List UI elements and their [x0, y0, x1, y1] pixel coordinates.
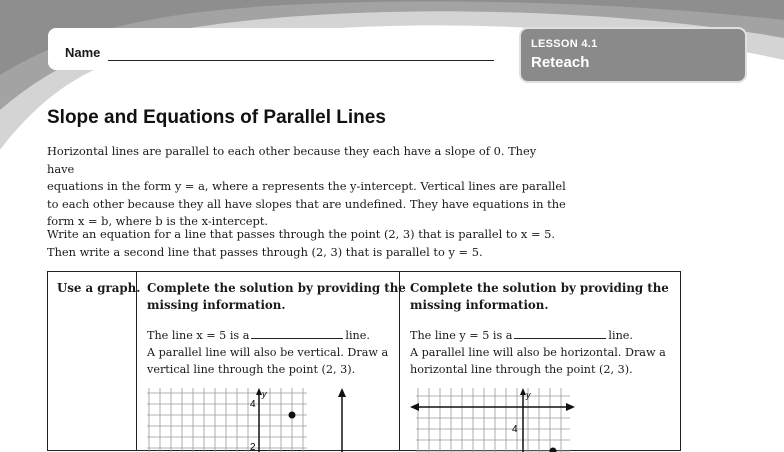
- column-divider: [399, 272, 400, 450]
- lesson-badge: [519, 27, 747, 83]
- solution-line: A parallel line will also be vertical. Draw a: [147, 344, 388, 361]
- task-paragraph: [47, 226, 567, 261]
- column-header-line: missing information.: [410, 297, 549, 314]
- sentence-end: line.: [608, 329, 633, 342]
- intro-paragraph: [47, 143, 567, 231]
- solution-table: [47, 271, 681, 451]
- column-header-line: Complete the solution by providing the: [147, 280, 406, 297]
- sentence-end: line.: [345, 329, 370, 342]
- lesson-type: Reteach: [531, 54, 589, 71]
- column-header-line: Complete the solution by providing the: [410, 280, 669, 297]
- column-header-line: missing information.: [147, 297, 286, 314]
- vertical-line-x5: [332, 388, 352, 452]
- lesson-number: LESSON 4.1: [531, 38, 598, 50]
- intro-line: to each other because they all have slopes that are undefined. They have equations in the: [47, 196, 567, 214]
- intro-line: Horizontal lines are parallel to each other because they each have a slope of 0. They have: [47, 143, 567, 178]
- solution-sentence: [147, 327, 370, 344]
- sentence-start: The line x = 5 is a: [147, 329, 249, 342]
- point-2-3: [550, 448, 557, 452]
- page-title: Slope and Equations of Parallel Lines: [47, 107, 386, 129]
- vertical-line-graph: [147, 388, 307, 452]
- y-axis-label: y: [261, 389, 267, 399]
- name-input-line[interactable]: [108, 60, 494, 61]
- solution-line: horizontal line through the point (2, 3).: [410, 361, 633, 378]
- task-line: Then write a second line that passes through (2, 3) that is parallel to y = 5.: [47, 244, 567, 262]
- name-label: Name: [65, 45, 100, 60]
- column-divider: [136, 272, 137, 450]
- sentence-start: The line y = 5 is a: [410, 329, 512, 342]
- answer-blank[interactable]: [514, 328, 606, 339]
- solution-line: vertical line through the point (2, 3).: [147, 361, 355, 378]
- answer-blank[interactable]: [251, 328, 343, 339]
- tick-label-2: 2: [250, 442, 256, 452]
- tick-label-4: 4: [512, 424, 518, 435]
- column-header-graph: Use a graph.: [57, 280, 140, 297]
- task-line: Write an equation for a line that passes through the point (2, 3) that is parallel to x = 5.: [47, 226, 567, 244]
- name-field-box: [48, 28, 514, 70]
- tick-label-4: 4: [250, 399, 256, 410]
- solution-line: A parallel line will also be horizontal. Draw a: [410, 344, 666, 361]
- solution-sentence: [410, 327, 633, 344]
- horizontal-line-graph: [410, 388, 575, 452]
- y-axis-label: y: [525, 390, 531, 400]
- intro-line: equations in the form y = a, where a represents the y-intercept. Vertical lines are parallel: [47, 178, 567, 196]
- point-2-3: [289, 412, 296, 419]
- intro-line: form x = b, where b is the x-intercept.: [47, 213, 567, 231]
